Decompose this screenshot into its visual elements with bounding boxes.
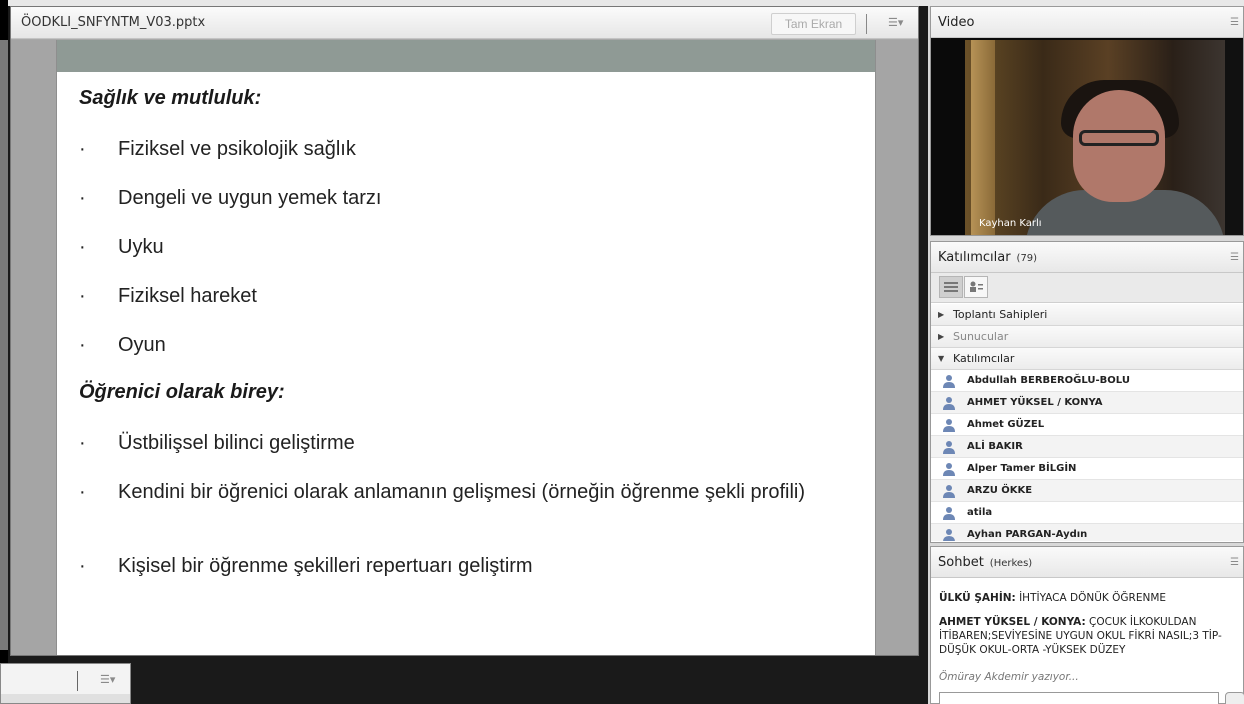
attendees-toolbar: [931, 273, 1243, 303]
user-icon: [943, 462, 955, 476]
slide-content: [79, 88, 849, 603]
participant-name: Alper Tamer BİLGİN: [967, 463, 1077, 474]
participant-row[interactable]: [931, 458, 1243, 480]
participant-name: atila: [967, 507, 993, 518]
group-presenters[interactable]: [931, 326, 1243, 348]
chat-pod: [930, 546, 1244, 704]
bullet-dot: ·: [79, 555, 86, 577]
pod-options-menu-icon[interactable]: ☰▾: [100, 674, 116, 686]
attendees-pod-header: [931, 242, 1243, 273]
pod-options-menu-icon[interactable]: ☰: [1230, 17, 1239, 28]
bullet-dot: ·: [79, 334, 86, 356]
participant-row[interactable]: [931, 370, 1243, 392]
share-pod-header: [11, 7, 918, 39]
person-glasses: [1079, 130, 1159, 146]
bullet-text: Kendini bir öğrenici olarak anlamanın gelişmesi (örneğin öğrenme şekli profili): [118, 481, 806, 503]
group-participants[interactable]: [931, 348, 1243, 370]
attendees-title-text: Katılımcılar: [938, 250, 1011, 265]
person-face: [1073, 90, 1165, 202]
bullet-text: Fiziksel hareket: [118, 285, 257, 307]
participant-row[interactable]: [931, 524, 1243, 541]
pod-options-menu-icon[interactable]: ☰: [1230, 252, 1239, 263]
chat-pod-header: [931, 547, 1243, 578]
expand-triangle-icon: ▶: [938, 310, 945, 319]
participant-name: ARZU ÖKKE: [967, 485, 1033, 496]
bullet-text: Dengeli ve uygun yemek tarzı: [118, 187, 382, 209]
slide-bullet: [79, 333, 849, 382]
participant-name: Abdullah BERBEROĞLU-BOLU: [967, 375, 1130, 386]
share-pod: [10, 6, 919, 656]
participant-row[interactable]: [931, 392, 1243, 414]
bullet-dot: ·: [79, 138, 86, 160]
collapse-triangle-icon: ▼: [938, 354, 945, 363]
slide-banner: [57, 40, 875, 72]
video-side-bar: [1225, 40, 1243, 235]
slide-bullet: [79, 554, 849, 603]
slide-bullet: [79, 284, 849, 333]
left-strip: [0, 0, 8, 704]
attendees-pod-title: [938, 250, 1037, 265]
slide-bullet: [79, 235, 849, 284]
bullet-text: Üstbilişsel bilinci geliştirme: [118, 432, 355, 454]
group-label: Katılımcılar: [953, 352, 1015, 365]
chat-pod-title: [938, 555, 1032, 570]
left-strip-inner: [0, 40, 8, 650]
bullet-text: Kişisel bir öğrenme şekilleri repertuarı geliştirm: [118, 555, 533, 577]
participant-name: ALİ BAKIR: [967, 441, 1023, 452]
user-icon: [943, 396, 955, 410]
webcam-feed: [965, 40, 1225, 235]
minimized-pod: [0, 663, 131, 704]
pod-options-menu-icon[interactable]: ☰: [1230, 557, 1239, 568]
slide-bullet: [79, 431, 849, 480]
role-view-button[interactable]: [964, 276, 988, 298]
user-icon: [943, 484, 955, 498]
slide-bullet: [79, 137, 849, 186]
participant-row[interactable]: [931, 502, 1243, 524]
fullscreen-button[interactable]: Tam Ekran: [771, 13, 856, 35]
chat-send-button[interactable]: [1225, 692, 1244, 704]
slide-bullet: [79, 186, 849, 235]
typing-indicator: Ömüray Akdemir yazıyor...: [939, 671, 1079, 683]
chat-sender: ÜLKÜ ŞAHİN:: [939, 592, 1016, 604]
chat-input[interactable]: [939, 692, 1219, 704]
bullet-dot: ·: [79, 432, 86, 454]
header-divider: [77, 671, 78, 691]
slide: [56, 40, 876, 655]
user-icon: [943, 440, 955, 454]
group-hosts[interactable]: [931, 304, 1243, 326]
group-label: Toplantı Sahipleri: [953, 308, 1048, 321]
slide-bullet-wrapped: [79, 480, 849, 554]
chat-messages: [939, 591, 1239, 667]
chat-message: [939, 615, 1239, 657]
list-view-button[interactable]: [939, 276, 963, 298]
bullet-text: Fiziksel ve psikolojik sağlık: [118, 138, 356, 160]
chat-scope: (Herkes): [989, 558, 1033, 569]
video-speaker-name: Kayhan Karlı: [979, 218, 1042, 229]
participant-list: [931, 370, 1243, 541]
participant-row[interactable]: [931, 480, 1243, 502]
right-column: [928, 6, 1244, 704]
list-view-icon: [944, 281, 958, 293]
header-divider: [866, 14, 867, 34]
participant-row[interactable]: [931, 414, 1243, 436]
video-pod-header: [931, 7, 1243, 38]
participant-name: Ayhan PARGAN-Aydın: [967, 529, 1088, 540]
video-pod: [930, 6, 1244, 236]
participant-name: Ahmet GÜZEL: [967, 419, 1045, 430]
bullet-dot: ·: [79, 187, 86, 209]
slide-heading-learner: Öğrenici olarak birey:: [79, 381, 285, 403]
chat-message: [939, 591, 1239, 605]
bullet-text: Oyun: [118, 334, 166, 356]
participant-name: AHMET YÜKSEL / KONYA: [967, 397, 1103, 408]
user-icon: [943, 506, 955, 520]
user-icon: [943, 418, 955, 432]
expand-triangle-icon: ▶: [938, 332, 945, 341]
video-pod-title: Video: [938, 15, 975, 30]
bullet-dot: ·: [79, 236, 86, 258]
chat-sender: AHMET YÜKSEL / KONYA:: [939, 616, 1086, 628]
user-icon: [943, 374, 955, 388]
bullet-text: Uyku: [118, 236, 164, 258]
background-door: [971, 40, 995, 235]
chat-text: ÇOCUK İLKOKULDAN İTİBAREN;SEVİYESİNE UYGUN OKUL FİKRİ NASIL;3 TİP-DÜŞÜK OKUL-ORTA -YÜKSEK DÜZEY: [939, 616, 1222, 656]
user-icon: [943, 528, 955, 541]
slide-area: [11, 40, 918, 655]
pod-options-menu-icon[interactable]: ☰▾: [888, 17, 904, 29]
video-frame: [931, 38, 1243, 235]
chat-title-text: Sohbet: [938, 555, 984, 570]
bullet-dot: ·: [79, 481, 86, 503]
person-list-icon: [969, 281, 983, 293]
share-pod-title: ÖODKLI_SNFYNTM_V03.pptx: [21, 15, 206, 30]
attendee-count: (79): [1016, 253, 1038, 264]
slide-heading-health: Sağlık ve mutluluk:: [79, 87, 262, 109]
attendees-pod: [930, 241, 1244, 543]
bullet-dot: ·: [79, 285, 86, 307]
participant-row[interactable]: [931, 436, 1243, 458]
group-label: Sunucular: [953, 330, 1009, 343]
minimized-pod-body: [1, 694, 130, 703]
chat-text: İHTİYACA DÖNÜK ÖĞRENME: [1015, 592, 1167, 604]
